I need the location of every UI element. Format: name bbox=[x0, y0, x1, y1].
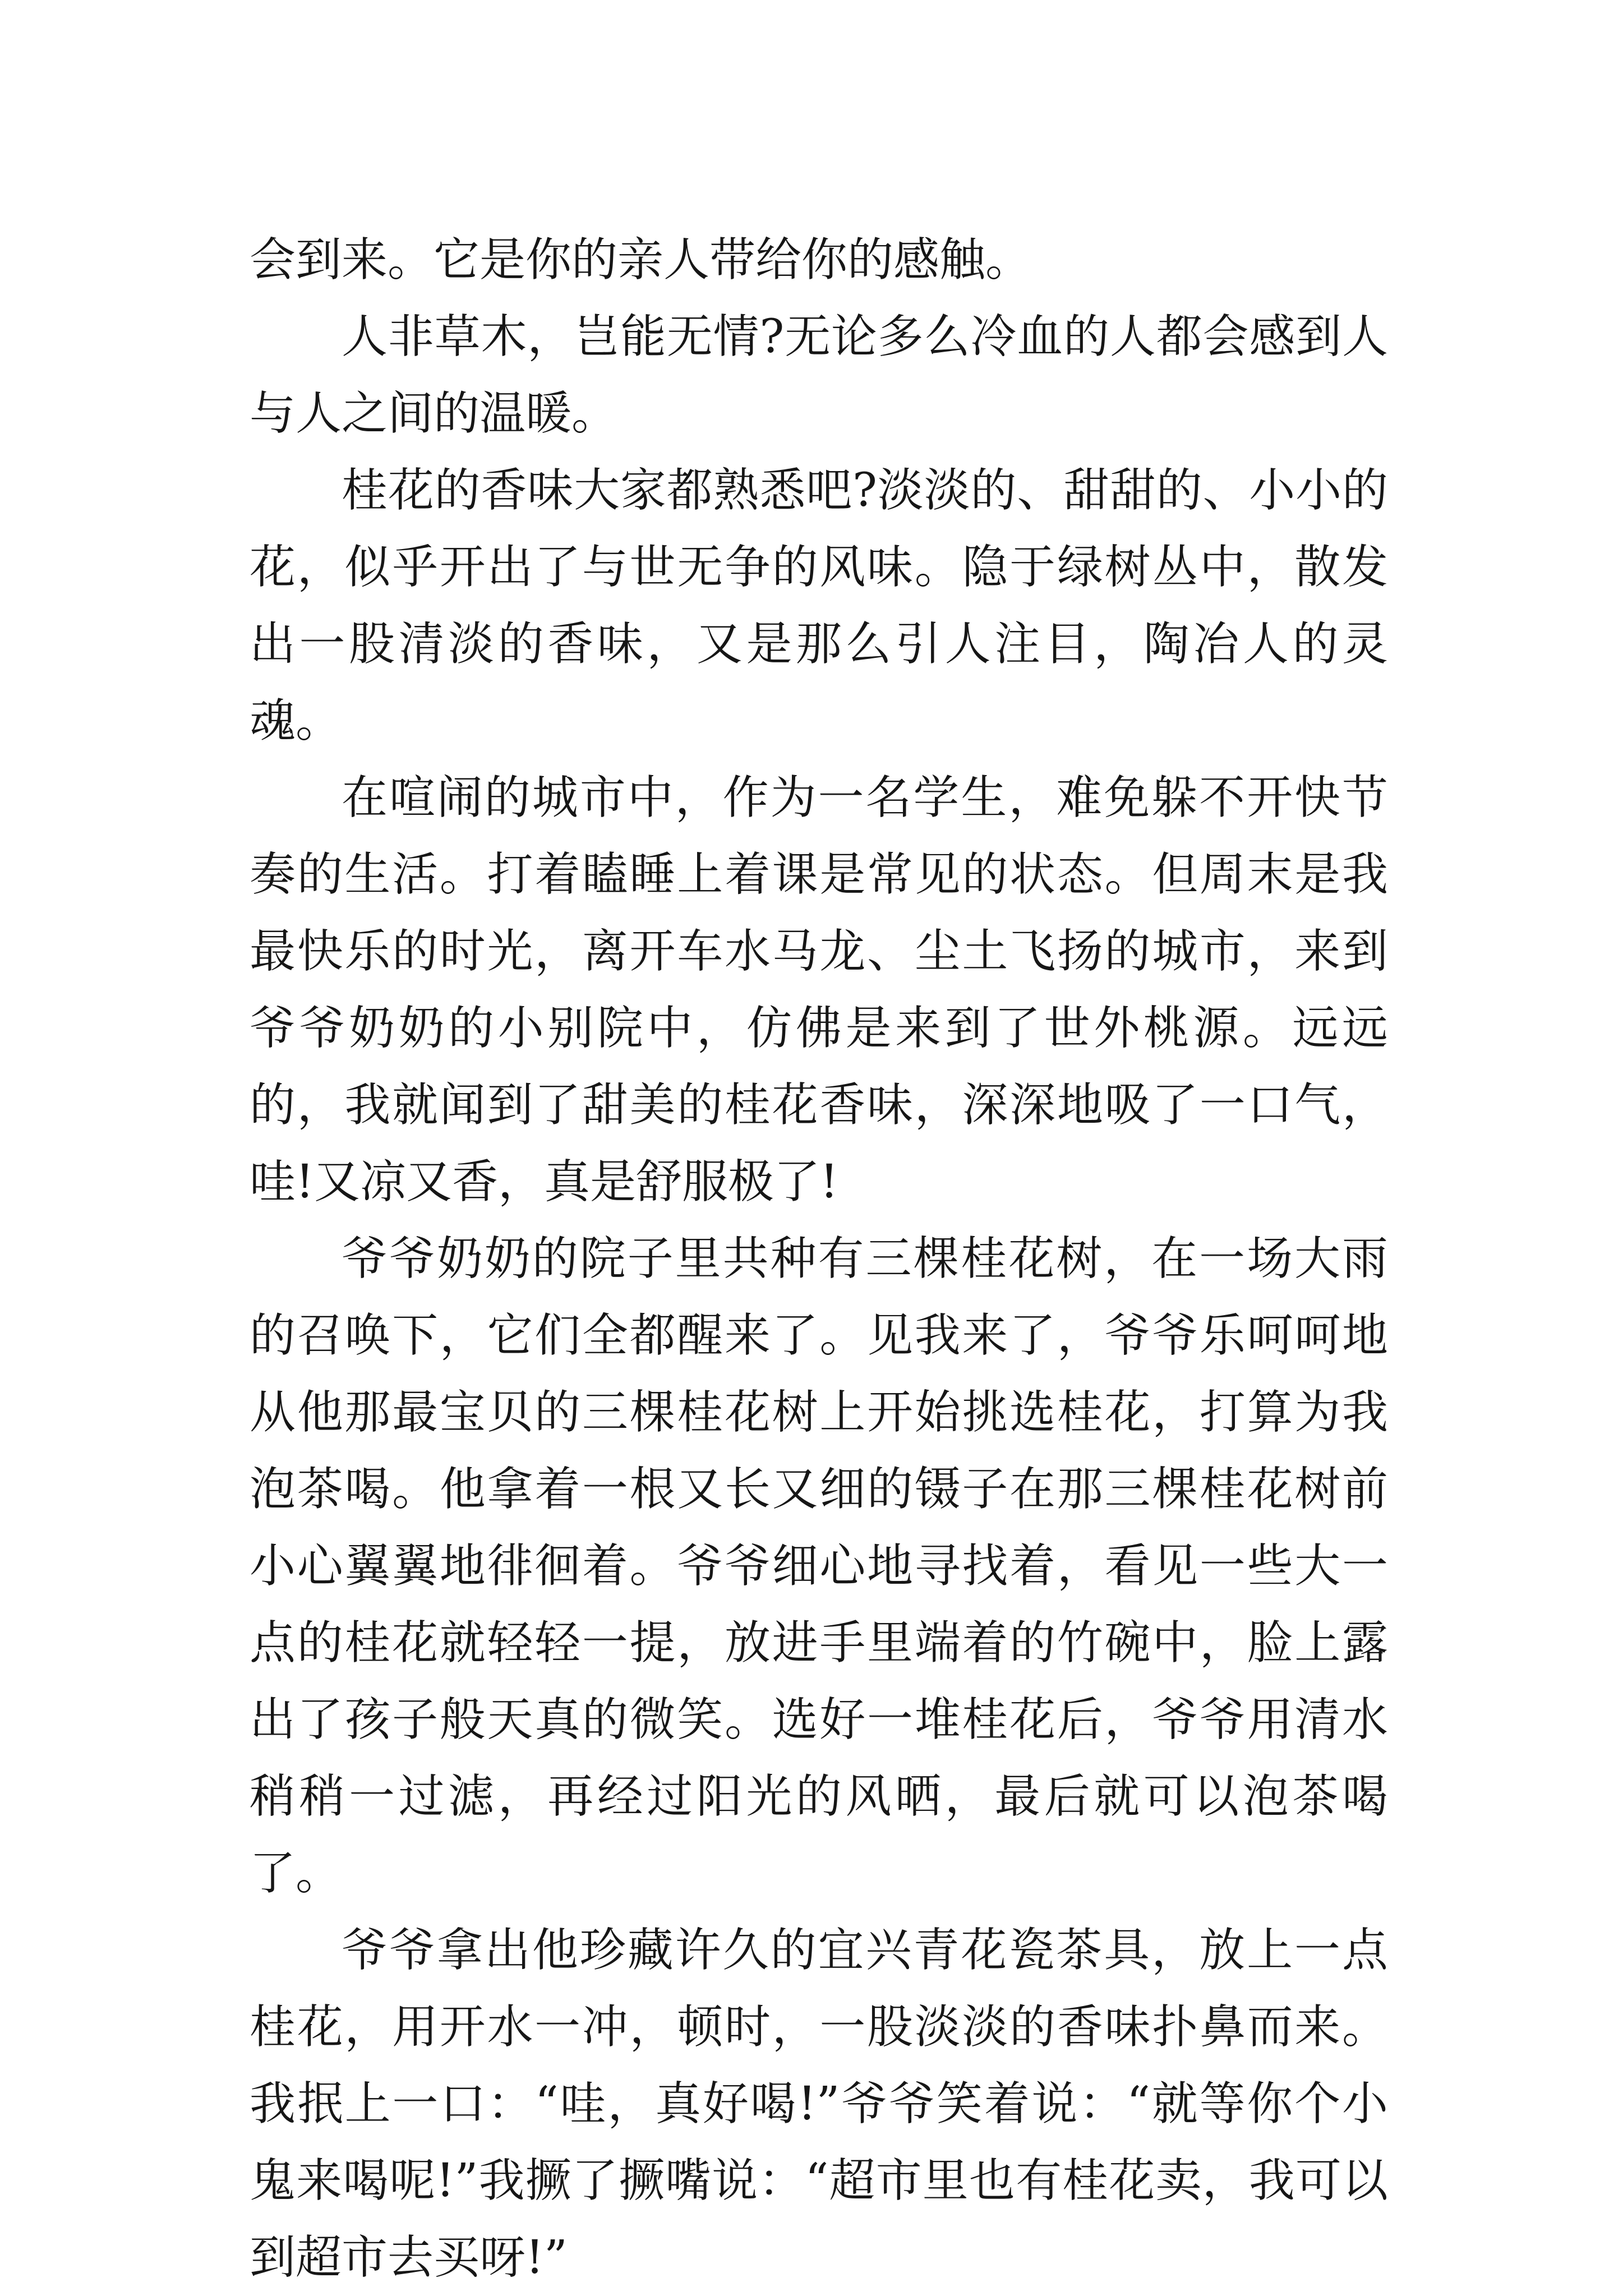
paragraph-1: 会到来。它是你的亲人带给你的感触。 bbox=[250, 233, 1032, 287]
paragraph-5: 爷爷奶奶的院子里共种有三棵桂花树，在一场大雨的召唤下，它们全都醒来了。见我来了，爷爷乐呵呵地从他那最宝贝的三棵桂花树上开始挑选桂花，打算为我泡茶喝。他拿着一根又长又细的镊子在那三棵桂花树前小心翼翼地徘徊着。爷爷细心地寻找着，看见一些大一点的桂花就轻轻一提，放进手里端着的竹碗中，脸上露出了孩子般天真的微笑。选好一堆桂花后，爷爷用清水稍稍一过滤，再经过阳光的风晒，最后就可以泡茶喝了。 bbox=[250, 1232, 1388, 1900]
paragraph-2: 人非草木，岂能无情?无论多么冷血的人都会感到人与人之间的温暖。 bbox=[250, 310, 1388, 440]
document-body bbox=[250, 222, 1388, 2296]
paragraph-4: 在喧闹的城市中，作为一名学生，难免躲不开快节奏的生活。打着瞌睡上着课是常见的状态。但周末是我最快乐的时光，离开车水马龙、尘土飞扬的城市，来到爷爷奶奶的小别院中，仿佛是来到了世外桃源。远远的，我就闻到了甜美的桂花香味，深深地吸了一口气，哇!又凉又香，真是舒服极了! bbox=[250, 771, 1388, 1209]
paragraph-3: 桂花的香味大家都熟悉吧?淡淡的、甜甜的、小小的花，似乎开出了与世无争的风味。隐于绿树丛中，散发出一股清淡的香味，又是那么引人注目，陶冶人的灵魂。 bbox=[250, 464, 1388, 748]
paragraph-6: 爷爷拿出他珍藏许久的宜兴青花瓷茶具，放上一点桂花，用开水一冲，顿时，一股淡淡的香味扑鼻而来。我抿上一口：“哇，真好喝!”爷爷笑着说：“就等你个小鬼来喝呢!”我撅了撅嘴说：“超市里也有桂花卖，我可以到超市去买呀!” bbox=[250, 1924, 1388, 2284]
